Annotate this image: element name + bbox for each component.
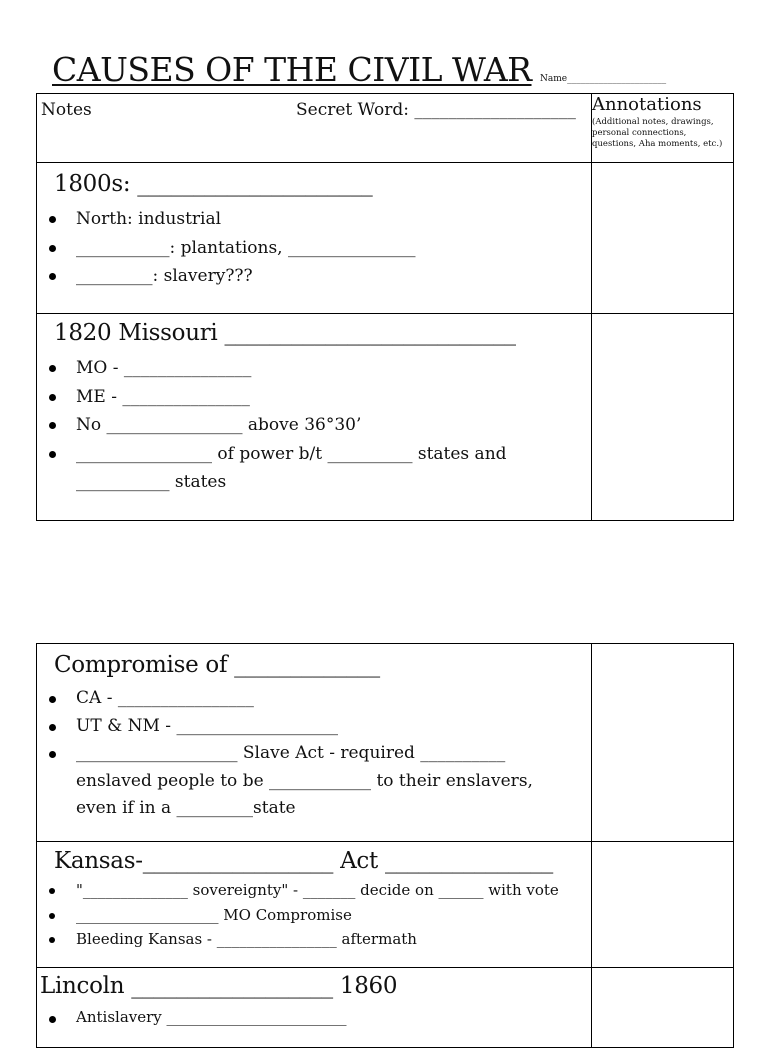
annotation-cell [592,314,734,521]
list-item: MO - _______________ [37,354,591,383]
annotation-cell [592,163,734,314]
annotations-instructions: (Additional notes, drawings, personal connections, questions, Aha moments, etc.) [592,117,723,149]
list-item: Bleeding Kansas - ________________ aftermath [37,927,591,952]
list-item: ___________________ MO Compromise [37,903,591,928]
list-item: CA - ________________ [37,685,575,713]
section-heading: 1820 Missouri __________________________ [54,320,516,346]
section-kansas [37,842,592,968]
bullet-list [37,878,591,952]
annotation-cell [592,644,734,842]
list-item: Antislavery ________________________ [37,1005,591,1030]
section-heading: Lincoln __________________ 1860 [40,973,398,999]
section-compromise [37,644,592,842]
section-heading: 1800s: _____________________ [54,171,373,197]
list-item: ___________: plantations, _______________ [37,234,591,263]
list-item: North: industrial [37,205,591,234]
list-item: ___________________ Slave Act - required __________ enslaved people to be ____________ to their enslavers, even if in a _________state [37,740,575,823]
list-item: ME - _______________ [37,383,591,412]
section-heading: Compromise of _____________ [54,652,380,678]
list-item: "______________ sovereignty" - _______ decide on ______ with vote [37,878,591,903]
list-item: _________: slavery??? [37,262,591,291]
section-lincoln [37,968,592,1048]
list-item: UT & NM - ___________________ [37,713,575,741]
bullet-list [37,205,591,291]
annotations-header-cell [592,94,734,163]
worksheet-title: CAUSES OF THE CIVIL WAR [52,50,532,89]
secret-word-label: Secret Word: ___________________ [296,100,576,120]
list-item: ________________ of power b/t __________ states and ___________ states [37,440,591,497]
annotations-label: Annotations [592,94,702,115]
section-missouri [37,314,592,521]
name-field-label: Name______________________ [540,74,667,84]
list-item: No ________________ above 36°30’ [37,411,591,440]
notes-table-bottom [36,643,734,1048]
section-heading: Kansas-_________________ Act _______________ [54,848,553,874]
notes-label: Notes [41,100,92,120]
notes-table-top [36,93,734,521]
notes-header-cell [37,94,592,163]
bullet-list [37,354,591,497]
bullet-list [37,685,591,823]
annotation-cell [592,842,734,968]
bullet-list [37,1005,591,1030]
section-1800s [37,163,592,314]
annotation-cell [592,968,734,1048]
